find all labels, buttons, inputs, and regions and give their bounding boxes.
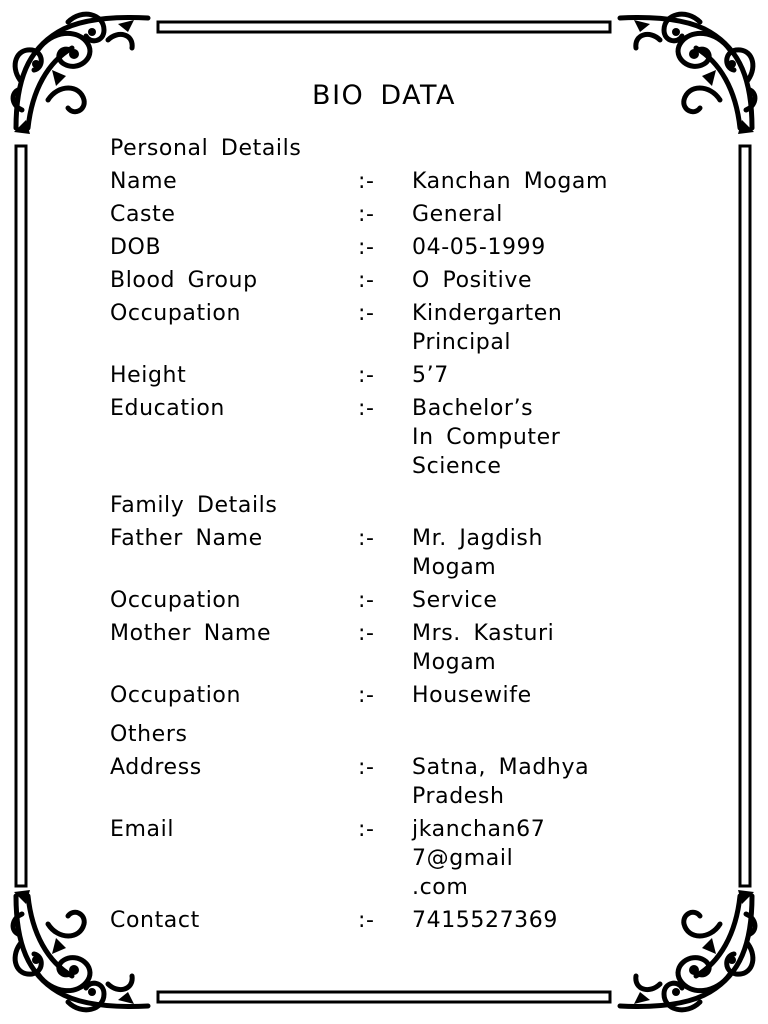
field-label-occupation: Occupation <box>110 301 242 326</box>
section-heading-family-details: Family Details <box>110 493 278 518</box>
field-label-education: Education <box>110 396 225 421</box>
field-value-mother-occupation: Housewife <box>412 683 532 708</box>
field-separator: :- <box>358 268 375 293</box>
field-row-height <box>110 359 670 392</box>
field-row-caste <box>110 198 670 231</box>
section-heading-others: Others <box>110 722 188 747</box>
field-value-blood-group: O Positive <box>412 268 533 293</box>
field-value-dob: 04-05-1999 <box>412 235 546 260</box>
field-separator: :- <box>358 169 375 194</box>
field-separator: :- <box>358 202 375 227</box>
field-separator: :- <box>358 621 375 646</box>
field-row-dob <box>110 231 670 264</box>
corner-ornament-top-right <box>610 10 760 140</box>
field-separator: :- <box>358 235 375 260</box>
field-value-occupation: Kindergarten Principal <box>412 301 563 355</box>
field-row-email <box>110 813 670 904</box>
field-value-address: Satna, Madhya Pradesh <box>412 755 590 809</box>
field-separator: :- <box>358 588 375 613</box>
field-label-address: Address <box>110 755 202 780</box>
field-value-father-name: Mr. Jagdish Mogam <box>412 526 544 580</box>
field-separator: :- <box>358 301 375 326</box>
field-row-occupation <box>110 297 670 359</box>
corner-ornament-top-left <box>8 10 158 140</box>
field-row-name <box>110 165 670 198</box>
field-row-blood-group <box>110 264 670 297</box>
field-label-mother-name: Mother Name <box>110 621 272 646</box>
field-value-height: 5’7 <box>412 363 449 388</box>
field-value-caste: General <box>412 202 503 227</box>
field-separator: :- <box>358 396 375 421</box>
field-row-address <box>110 751 670 813</box>
field-label-contact: Contact <box>110 908 200 933</box>
field-separator: :- <box>358 908 375 933</box>
section-heading-personal-details: Personal Details <box>110 136 302 161</box>
field-label-name: Name <box>110 169 178 194</box>
field-label-mother-occupation: Occupation <box>110 683 242 708</box>
field-value-name: Kanchan Mogam <box>412 169 609 194</box>
field-label-caste: Caste <box>110 202 176 227</box>
field-value-father-occupation: Service <box>412 588 498 613</box>
field-label-father-occupation: Occupation <box>110 588 242 613</box>
field-row-contact <box>110 904 670 937</box>
field-value-mother-name: Mrs. Kasturi Mogam <box>412 621 555 675</box>
field-label-email: Email <box>110 817 175 842</box>
field-row-mother-occupation <box>110 679 670 712</box>
field-value-education: Bachelor’s In Computer Science <box>412 396 561 479</box>
field-separator: :- <box>358 755 375 780</box>
field-label-dob: DOB <box>110 235 162 260</box>
field-value-contact: 7415527369 <box>412 908 558 933</box>
field-label-father-name: Father Name <box>110 526 263 551</box>
field-label-blood-group: Blood Group <box>110 268 258 293</box>
field-row-education <box>110 392 670 483</box>
field-row-mother-name <box>110 617 670 679</box>
document-title: BIO DATA <box>312 80 456 111</box>
field-row-father-name <box>110 522 670 584</box>
biodata-content <box>110 132 670 937</box>
field-value-email: jkanchan67 7@gmail .com <box>412 817 546 900</box>
field-separator: :- <box>358 817 375 842</box>
field-row-father-occupation <box>110 584 670 617</box>
field-label-height: Height <box>110 363 187 388</box>
field-separator: :- <box>358 363 375 388</box>
field-separator: :- <box>358 683 375 708</box>
field-separator: :- <box>358 526 375 551</box>
